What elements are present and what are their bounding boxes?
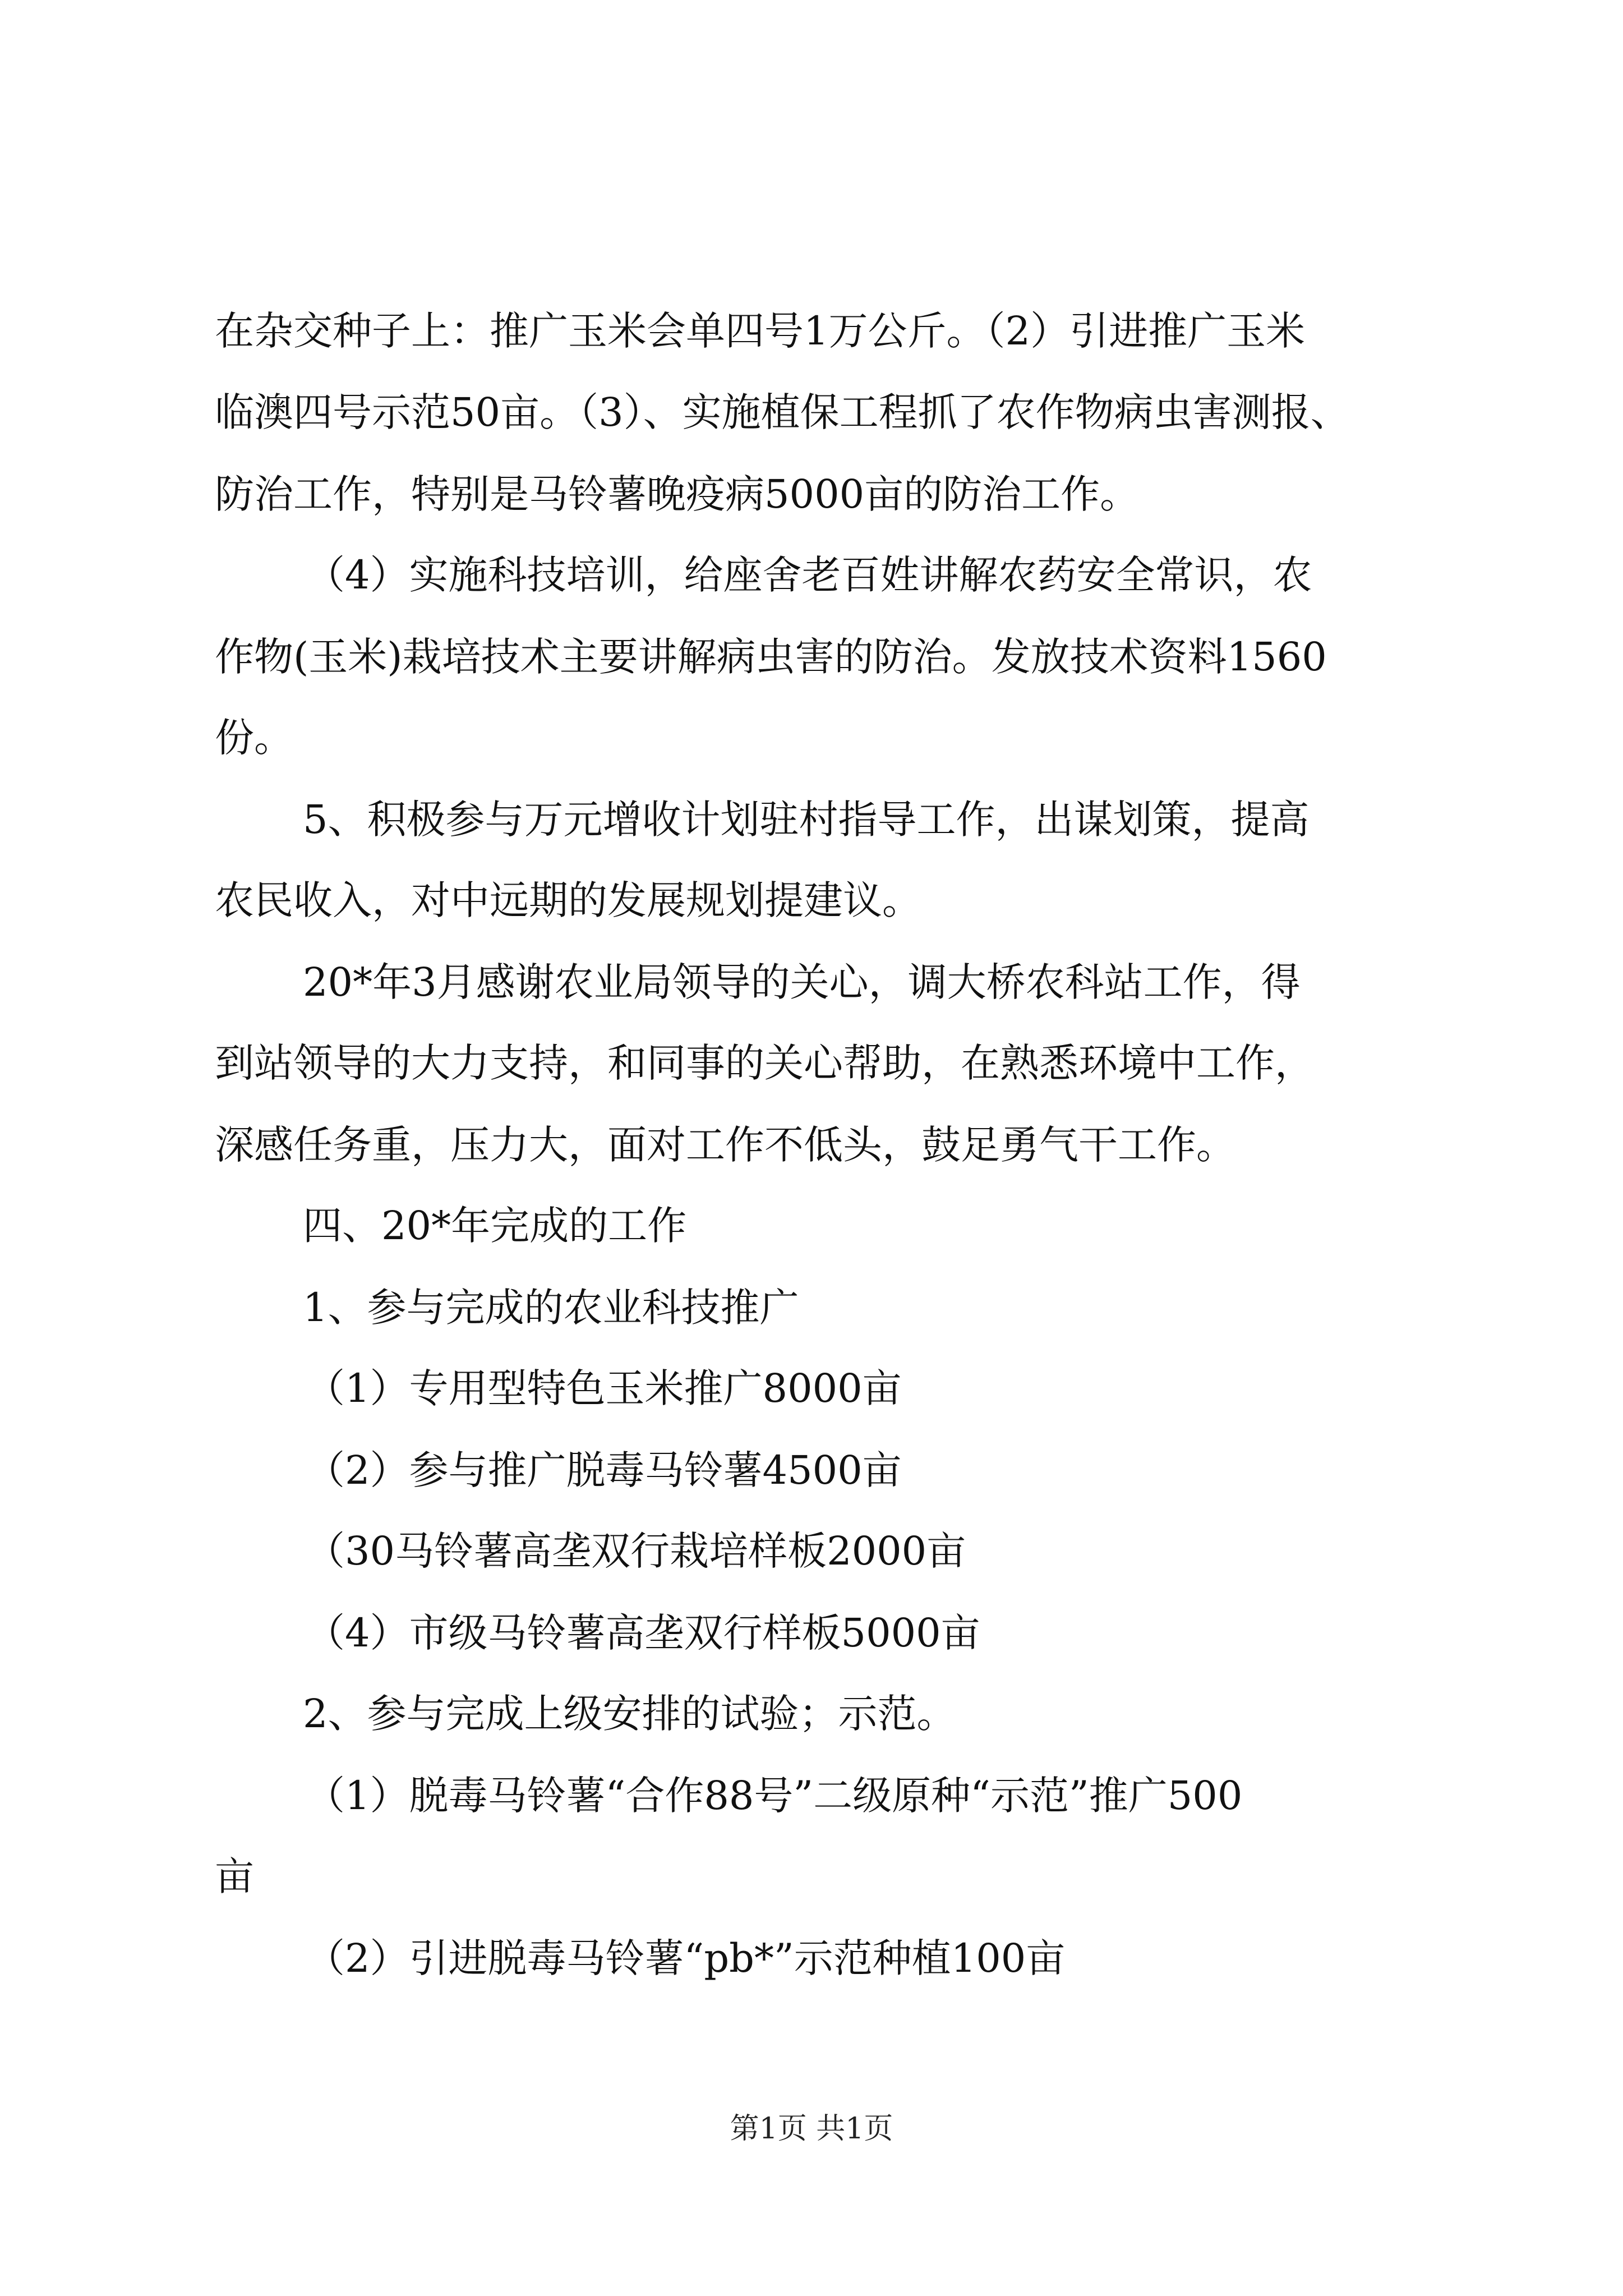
text-line-9: 20*年3月感谢农业局领导的关心，调大桥农科站工作，得 (303, 959, 1301, 1005)
text-line-4: （4）实施科技培训，给座舍老百姓讲解农药安全常识，农 (306, 552, 1312, 598)
text-line-1: 在杂交种子上：推广玉米会单四号1万公斤。（2）引进推广玉米 (215, 308, 1306, 354)
text-line-7: 5、积极参与万元增收计划驻村指导工作，出谋划策，提高 (303, 797, 1310, 843)
list-item: （30马铃薯高垄双行栽培样板2000亩 (306, 1528, 966, 1574)
text-line-11: 深感任务重，压力大，面对工作不低头，鼓足勇气干工作。 (215, 1122, 1235, 1168)
list-item: （4）市级马铃薯高垄双行样板5000亩 (306, 1610, 980, 1656)
list-item-continuation: 亩 (215, 1853, 254, 1899)
list-item: （1）脱毒马铃薯“合作88号”二级原种“示范”推广500 (306, 1773, 1243, 1819)
list-item: （2）参与推广脱毒马铃薯4500亩 (306, 1447, 902, 1493)
text-line-5: 作物(玉米)栽培技术主要讲解病虫害的防治。发放技术资料1560 (215, 634, 1327, 680)
text-line-6: 份。 (215, 715, 293, 761)
text-line-3: 防治工作，特别是马铃薯晚疫病5000亩的防治工作。 (215, 471, 1140, 517)
text-line-8: 农民收入，对中远期的发展规划提建议。 (215, 877, 921, 923)
subheading-2: 2、参与完成上级安排的试验；示范。 (303, 1691, 956, 1737)
text-line-10: 到站领导的大力支持，和同事的关心帮助，在熟悉环境中工作， (215, 1040, 1314, 1086)
subheading-1: 1、参与完成的农业科技推广 (303, 1285, 799, 1331)
page-footer: 第1页 共1页 (730, 2112, 893, 2146)
list-item: （2）引进脱毒马铃薯“pb*”示范种植100亩 (306, 1935, 1066, 1981)
list-item: （1）专用型特色玉米推广8000亩 (306, 1365, 902, 1411)
section-heading: 四、20*年完成的工作 (303, 1203, 687, 1249)
text-line-2: 临澳四号示范50亩。（3）、实施植保工程抓了农作物病虫害测报、 (215, 389, 1350, 435)
